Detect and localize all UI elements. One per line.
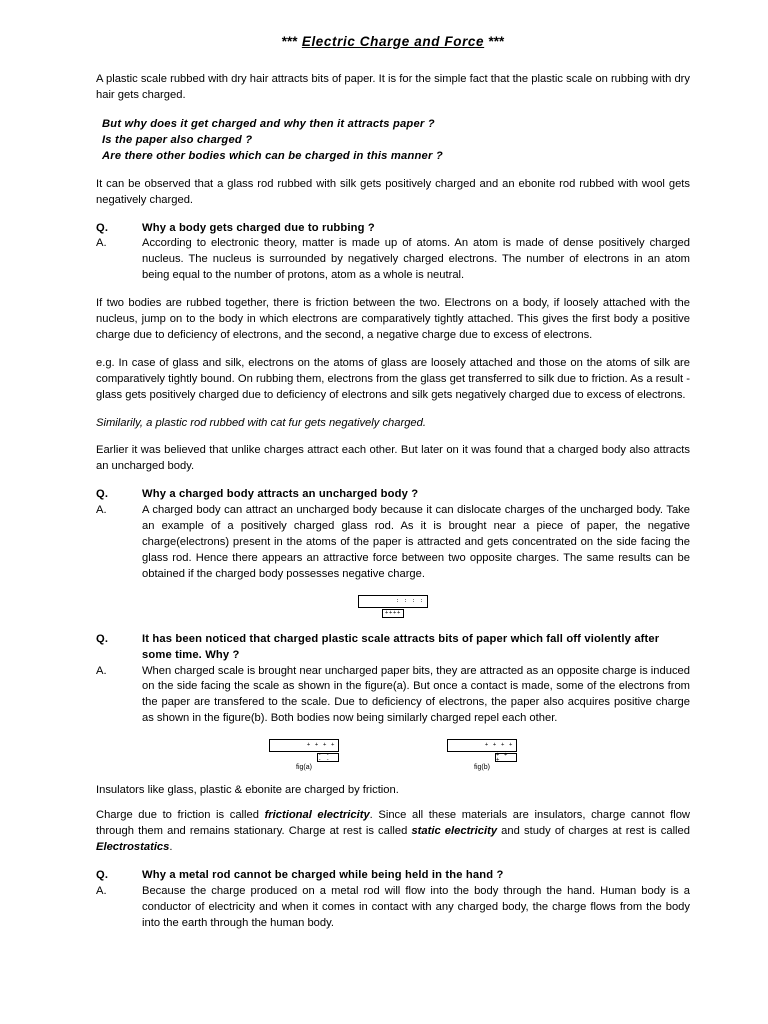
qa-answer-2 bbox=[96, 503, 690, 583]
figure-a-scale-dots: + + + + bbox=[306, 742, 335, 749]
a-text-1: According to electronic theory, matter is made up of atoms. An atom is made of dense positively charged nucleus. The nucleus is surrounded by negatively charged electrons. The number of electrons in an atom being equal to the number of protons, atom as a whole is neutral. bbox=[142, 237, 690, 282]
qa-answer-4 bbox=[96, 884, 690, 932]
figure-b bbox=[447, 739, 517, 771]
a-label-1: A. bbox=[96, 237, 107, 250]
q-text-1: Why a body gets charged due to rubbing ? bbox=[142, 221, 375, 234]
qa-question-2 bbox=[96, 487, 690, 503]
figure-single bbox=[96, 595, 690, 618]
friction-paragraph: If two bodies are rubbed together, there is friction between the two. Electrons on a body, if loosely attached with the nucleus, jump on to the body in which electrons are comparatively tightly attached. This gives the first body a positive charge due to deficiency of electrons, and the second, a negative charge due to excess of electrons. bbox=[96, 297, 690, 341]
qa-answer-3 bbox=[96, 664, 690, 728]
figure-b-stack bbox=[447, 739, 517, 762]
a-text-3: When charged scale is brought near uncharged paper bits, they are attracted as an opposite charge is induced on the side facing the scale as shown in the figure(a). But once a contact is made, some of the electrons from the paper are transfered to the scale. Due to deficiency of electrons, the paper also acquires positive charge as shown in the figure(b). Both bodies now being similarly charged repel each other. bbox=[142, 664, 690, 725]
a-label-4: A. bbox=[96, 884, 107, 897]
figure-single-stack bbox=[358, 595, 428, 618]
figure-a-stack bbox=[269, 739, 339, 762]
a-label-3: A. bbox=[96, 664, 107, 677]
q-text-3: It has been noticed that charged plastic scale attracts bits of paper which fall off violently after some time. Why ? bbox=[142, 632, 660, 661]
question-line-2: Is the paper also charged ? bbox=[102, 134, 253, 147]
question-line-3: Are there other bodies which can be charged in this manner ? bbox=[102, 150, 443, 163]
closing-mid: . Since all these materials are insulators, charge cannot flow through them and remains stationary. Charge at rest is called bbox=[96, 809, 690, 837]
closing-end: . bbox=[169, 840, 173, 853]
q-label-3: Q. bbox=[96, 632, 109, 645]
term-frictional-electricity: frictional electricity bbox=[264, 809, 370, 822]
qa-question-1 bbox=[96, 221, 690, 237]
closing-pre: Charge due to friction is called bbox=[96, 809, 265, 822]
observation-paragraph: It can be observed that a glass rod rubbed with silk gets positively charged and an ebonite rod rubbed with wool gets negatively charged. bbox=[96, 177, 690, 206]
q-text-4: Why a metal rod cannot be charged while being held in the hand ? bbox=[142, 868, 504, 881]
title-text: Electric Charge and Force bbox=[301, 34, 485, 49]
a-text-4: Because the charge produced on a metal rod will flow into the body through the hand. Human body is a conductor of electricity and when it comes in contact with any charged body, the charge flows from the body into the earth through the human body. bbox=[142, 884, 690, 929]
paper-bit-shape bbox=[382, 609, 404, 618]
figure-b-paper-dots: + + + bbox=[496, 752, 509, 763]
qa-question-3 bbox=[96, 632, 690, 664]
figure-b-scale-shape bbox=[447, 739, 517, 752]
qa-block-3 bbox=[96, 632, 690, 727]
figure-a-paper-dots: - - - - bbox=[318, 752, 331, 763]
qa-question-4 bbox=[96, 868, 690, 884]
q-text-2: Why a charged body attracts an uncharged body ? bbox=[142, 488, 419, 501]
figure-b-paper-shape bbox=[495, 753, 517, 762]
figure-a-scale-shape bbox=[269, 739, 339, 752]
qa-answer-1 bbox=[96, 236, 690, 284]
term-static-electricity: static electricity bbox=[411, 824, 498, 837]
page-title bbox=[96, 34, 690, 50]
a-text-2: A charged body can attract an uncharged body because it can dislocate charges of the uncharged body. Take an example of a positively charged glass rod. As it is brought near a piece of paper, the negative charge(electrons) present in the atoms of the paper is attracted and gets concentrated on the side facing the glass rod. Hence there appears an attractive force between two opposite charges. The same results can be obtained if the charged body possesses negative charge. bbox=[142, 504, 690, 580]
term-electrostatics: Electrostatics bbox=[96, 840, 170, 853]
qa-block-4 bbox=[96, 868, 690, 932]
figure-a bbox=[269, 739, 339, 771]
figure-b-caption: fig(b) bbox=[474, 764, 490, 772]
figure-a-paper-shape bbox=[317, 753, 339, 762]
q-label-2: Q. bbox=[96, 488, 109, 501]
example-paragraph: e.g. In case of glass and silk, electrons on the atoms of glass are loosely attached and those on the atoms of silk are comparatively tightly bound. On rubbing them, electrons from the glass get transferred to silk due to friction. As a result - glass gets positively charged due to deficiency of electrons and silk gets negatively charged due to excess of electrons. bbox=[96, 356, 690, 401]
a-label-2: A. bbox=[96, 504, 107, 517]
paper-charge-dots: ++++ bbox=[384, 609, 402, 616]
title-stars-right: *** bbox=[488, 34, 505, 49]
earlier-belief-paragraph: Earlier it was believed that unlike charges attract each other. But later on it was found that a charged body also attracts an uncharged body. bbox=[96, 444, 690, 473]
insulators-line: Insulators like glass, plastic & ebonite are charged by friction. bbox=[96, 784, 399, 797]
qa-block-1 bbox=[96, 221, 690, 285]
question-line-1: But why does it get charged and why then it attracts paper ? bbox=[102, 118, 435, 130]
intro-paragraph: A plastic scale rubbed with dry hair attracts bits of paper. It is for the simple fact that the plastic scale on rubbing with dry hair gets charged. bbox=[96, 73, 690, 102]
similarly-note: Similarily, a plastic rod rubbed with cat fur gets negatively charged. bbox=[96, 416, 426, 429]
qa-block-2 bbox=[96, 487, 690, 582]
figure-a-caption: fig(a) bbox=[296, 764, 312, 772]
scale-charge-dots: : : : : bbox=[395, 597, 424, 604]
closing-paragraph bbox=[96, 808, 690, 856]
q-label-1: Q. bbox=[96, 221, 109, 234]
questions-block bbox=[96, 116, 690, 165]
title-stars-left: *** bbox=[281, 34, 298, 49]
charged-scale-shape bbox=[358, 595, 428, 608]
figure-b-scale-dots: + + + + bbox=[484, 742, 513, 749]
q-label-4: Q. bbox=[96, 868, 109, 881]
closing-mid2: and study of charges at rest is called bbox=[497, 824, 690, 837]
figure-pair bbox=[96, 739, 690, 771]
